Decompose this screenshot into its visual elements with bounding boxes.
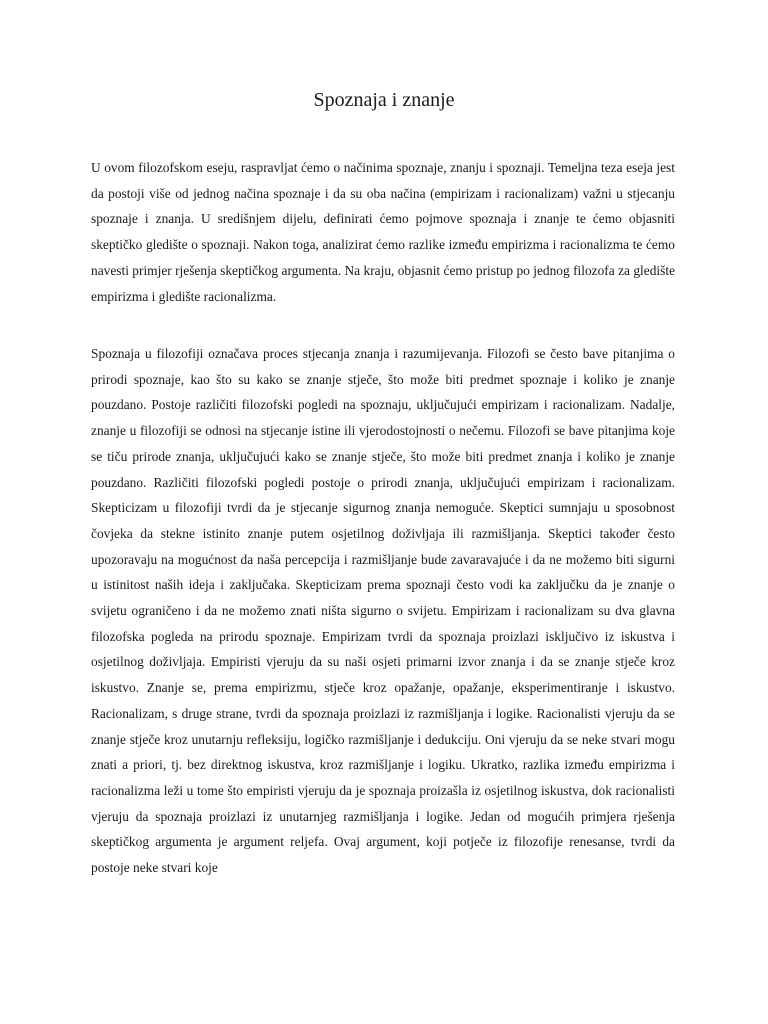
- body-paragraph: Spoznaja u filozofiji označava proces stjecanja znanja i razumijevanja. Filozofi se često bave pitanjima o prirodi spoznaje, kao što su kako se znanje stječe, što može biti predmet spoznaje i koliko je znanje pouzdano. Postoje različiti filozofski pogledi na spoznaju, uključujući empirizam i racionalizam. Nadalje, znanje u filozofiji se odnosi na stjecanje istine ili vjerodostojnosti o nečemu. Filozofi se bave pitanjima koje se tiču prirode znanja, uključujući kako se znanje stječe, što može biti predmet znanja i koliko je znanje pouzdano. Različiti filozofski pogledi postoje o prirodi znanja, uključujući empirizam i racionalizam. Skepticizam u filozofiji tvrdi da je stjecanje sigurnog znanja nemoguće. Skeptici sumnjaju u sposobnost čovjeka da stekne istinito znanje putem osjetilnog doživljaja ili razmišljanja. Skeptici također često upozoravaju na mogućnost da naša percepcija i razmišljanje bude zavaravajuće i da ne možemo biti sigurni u istinitost naših ideja i zaključaka. Skepticizam prema spoznaji često vodi ka zaključku da je znanje o svijetu ograničeno i da ne možemo znati ništa sigurno o svijetu. Empirizam i racionalizam su dva glavna filozofska pogleda na prirodu spoznaje. Empirizam tvrdi da spoznaja proizlazi isključivo iz iskustva i osjetilnog doživljaja. Empiristi vjeruju da su naši osjeti primarni izvor znanja i da se znanje stječe kroz iskustvo. Znanje se, prema empirizmu, stječe kroz opažanje, opažanje, eksperimentiranje i iskustvo. Racionalizam, s druge strane, tvrdi da spoznaja proizlazi iz razmišljanja i logike. Racionalisti vjeruju da se znanje stječe kroz unutarnju refleksiju, logičko razmišljanje i dedukciju. Oni vjeruju da se neke stvari mogu znati a priori, tj. bez direktnog iskustva, kroz razmišljanje i logiku. Ukratko, razlika između empirizma i racionalizma leži u tome što empiristi vjeruju da je spoznaja proizašla iz osjetilnog iskustva, dok racionalisti vjeruju da spoznaja proizlazi iz unutarnjeg razmišljanja i logike. Jedan od mogućih primjera rješenja skeptičkog argumenta je argument reljefa. Ovaj argument, koji potječe iz filozofije renesanse, tvrdi da postoje neke stvari koje: [91, 346, 675, 876]
- document-title: Spoznaja i znanje: [313, 89, 455, 111]
- intro-paragraph: U ovom filozofskom eseju, raspravljat ćemo o načinima spoznaje, znanju i spoznaji. Temeljna teza eseja jest da postoji više od jednog načina spoznaje i da su oba načina (empirizam i racionalizam) važni u stjecanju spoznaje i znanja. U središnjem dijelu, definirati ćemo pojmove spoznaja i znanje te ćemo objasniti skeptičko gledište o spoznaji. Nakon toga, analizirat ćemo razlike između empirizma i racionalizma te ćemo navesti primjer rješenja skeptičkog argumenta. Na kraju, objasnit ćemo pristup po jednog filozofa za gledište empirizma i gledište racionalizma.: [91, 160, 675, 304]
